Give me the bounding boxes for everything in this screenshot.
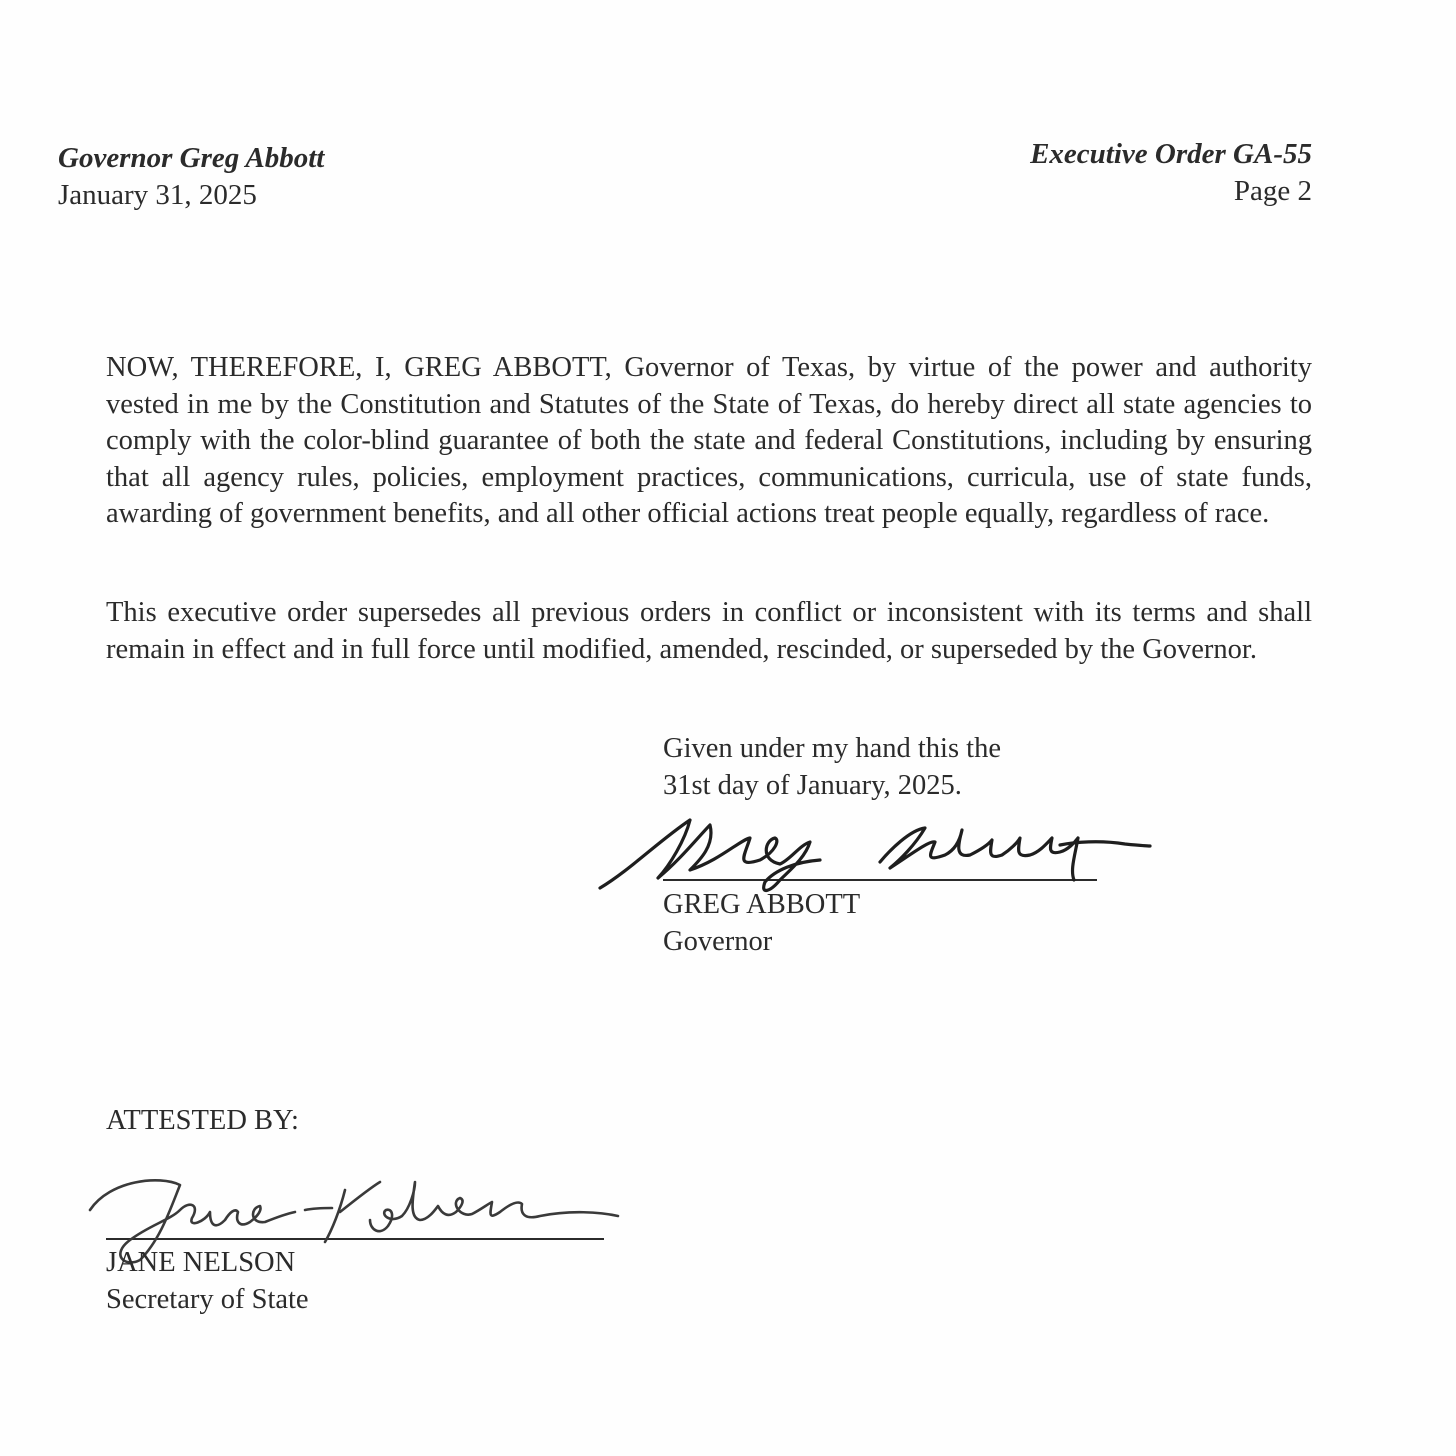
document-date: January 31, 2025 bbox=[58, 179, 257, 211]
order-title: Executive Order GA-55 bbox=[1030, 138, 1312, 170]
secretary-signer-title: Secretary of State bbox=[106, 1283, 309, 1315]
governor-signer bbox=[663, 887, 860, 960]
header-left bbox=[58, 140, 324, 214]
governor-name: Governor Greg Abbott bbox=[58, 142, 325, 174]
governor-signer-name: GREG ABBOTT bbox=[663, 889, 861, 920]
given-line-2: 31st day of January, 2025. bbox=[663, 769, 962, 801]
attested-label: ATTESTED BY: bbox=[106, 1105, 299, 1136]
page-number: Page 2 bbox=[1233, 175, 1312, 207]
secretary-signer-name: JANE NELSON bbox=[106, 1247, 296, 1278]
header-right bbox=[1030, 136, 1312, 210]
body-paragraph-1: NOW, THEREFORE, I, GREG ABBOTT, Governor of Texas, by virtue of the power and authority vested in me by the Constitution and Statutes of the State of Texas, do hereby direct all state agencies to comply with the color-blind guarantee of both the state and federal Constitutions, including by ensuring that all agency rules, policies, employment practices, communications, curricula, use of state funds, awarding of government benefits, and all other official actions treat people equally, regardless of race. bbox=[106, 352, 1312, 530]
governor-signer-title: Governor bbox=[663, 925, 773, 957]
secretary-signer bbox=[106, 1245, 309, 1318]
body-paragraph-2: This executive order supersedes all previous orders in conflict or inconsistent with its terms and shall remain in effect and in full force until modified, amended, rescinded, or superseded by the Governor. bbox=[106, 597, 1312, 665]
given-statement bbox=[663, 731, 1001, 804]
given-line-1: Given under my hand this the bbox=[663, 733, 1001, 764]
governor-signature-image bbox=[590, 800, 1160, 900]
